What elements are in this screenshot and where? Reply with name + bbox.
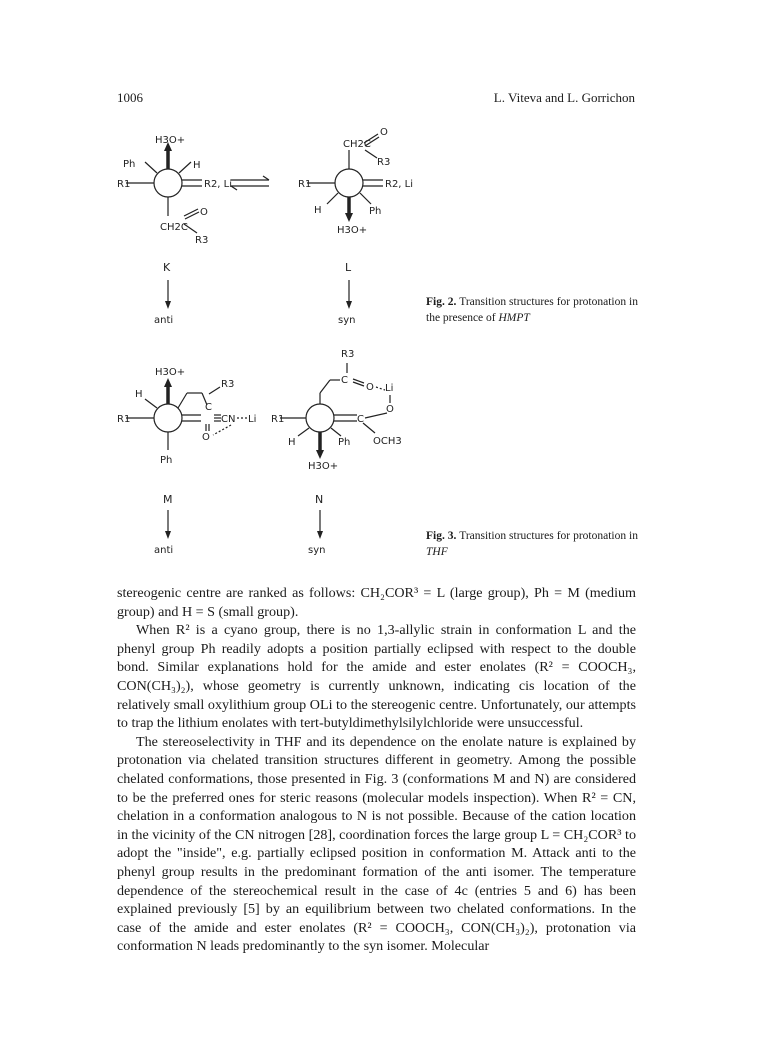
figure-3-label: Fig. 3. (426, 530, 457, 542)
running-header-authors: L. Viteva and L. Gorrichon (493, 90, 635, 105)
paragraph-3: The stereoselectivity in THF and its dependence on the enolate nature is explained by protonation via chelated transition structures different in geometry. Among the possible chelated conformations, those presented in Fig. 3 (conformations M and N) are considered to be the preferred ones for steric reasons (molecular models inspection). When R² = CN, chelation in a conformation analogous to N is not possible. Because of the cation location in the vicinity of the CN nitrogen [28], coordination forces the large group L = CH₂COR³ to adopt the "inside", e.g. partially eclipsed position in conformation M. Attack anti to the phenyl group results in the predominant formation of the anti isomer. The temperature dependence of the stereochemical result in the case of 4c (entries 5 and 6) has been explained previously [5] by an equilibrium between two chelated conformations. In the case of the amide and ester enolates (R² = COOCH₃, CON(CH₃)₂), protonation via conformation N leads predominantly to the syn isomer. Molecular (117, 733, 636, 955)
figure-2-caption-italic: HMPT (498, 312, 530, 324)
k-ph-label: Ph (123, 159, 136, 170)
figure-3-scheme (105, 335, 405, 560)
k-h-label: H (193, 160, 201, 171)
n-c2-label: C (357, 414, 364, 425)
l-ph-label: Ph (369, 206, 382, 217)
m-label: M (163, 493, 173, 506)
n-h3o-label: H3O+ (308, 461, 339, 472)
figure-3-caption-text: Transition structures for protonation in (459, 530, 638, 542)
l-r1-label: R1 (298, 179, 312, 190)
n-syn-label: syn (308, 545, 326, 556)
m-h-label: H (135, 389, 143, 400)
l-o-label: O (380, 127, 388, 138)
l-r3-label: R3 (377, 157, 391, 168)
k-r3-label: R3 (195, 235, 209, 246)
k-r1-label: R1 (117, 179, 131, 190)
figure-2-scheme (105, 120, 414, 335)
k-ch2c-label: CH2C (160, 222, 188, 233)
k-r2li-label: R2, Li (204, 179, 233, 190)
figure-3-caption-italic: THF (426, 546, 448, 558)
l-h3o-label: H3O+ (337, 225, 368, 236)
m-c2-label: C (221, 414, 228, 425)
n-label: N (315, 493, 324, 506)
figure-2-caption-text: Transition structures for protonation in the presence of (426, 296, 638, 324)
page-number: 1006 (117, 90, 143, 105)
m-h3o-label: H3O+ (155, 367, 186, 378)
n-h-label: H (288, 437, 296, 448)
k-label: K (163, 261, 171, 274)
n-och3-label: OCH3 (373, 436, 402, 447)
m-o-label: O (202, 432, 210, 443)
l-label: L (345, 261, 352, 274)
n-c-label: C (341, 375, 348, 386)
figure-2-caption (426, 294, 638, 326)
figure-2-label: Fig. 2. (426, 296, 457, 308)
m-c-label: C (205, 402, 212, 413)
l-ch2c-label: CH2C (343, 139, 371, 150)
l-h-label: H (314, 205, 322, 216)
m-n-atom-label: N (228, 414, 236, 425)
n-r1-label: R1 (271, 414, 285, 425)
n-ph-label: Ph (338, 437, 351, 448)
k-o-label: O (200, 207, 208, 218)
m-r1-label: R1 (117, 414, 131, 425)
m-r3-label: R3 (221, 379, 235, 390)
k-anti-label: anti (154, 315, 174, 326)
newman-projection-k (126, 142, 202, 233)
m-anti-label: anti (154, 545, 174, 556)
n-r3-label: R3 (341, 349, 355, 360)
m-ph-label: Ph (160, 455, 173, 466)
figure-3-caption (426, 528, 638, 560)
paragraph-2: When R² is a cyano group, there is no 1,3-allylic strain in conformation L and the phenyl group Ph readily adopts a position partially eclipsed with respect to the double bond. Similar explanations hold for the amide and ester enolates (R² = COOCH₃, CON(CH₃)₂), whose geometry is currently unknown, indicating cis location of the relatively small oxylithium group OLi to the stereogenic centre. Unfortunately, our attempts to trap the lithium enolates with tert-butyldimethylsilylchloride were unsuccessful. (117, 622, 636, 732)
n-o-label: O (366, 382, 374, 393)
paragraph-1: stereogenic centre are ranked as follows: CH₂COR³ = L (large group), Ph = M (medium group) and H = S (small group). (117, 585, 636, 620)
n-li-label: Li (385, 383, 394, 394)
k-h3o-label: H3O+ (155, 135, 186, 146)
l-syn-label: syn (338, 315, 356, 326)
n-o2-label: O (386, 404, 394, 415)
body-text (117, 584, 636, 956)
m-li-label: Li (248, 414, 257, 425)
l-r2li-label: R2, Li (385, 179, 414, 190)
